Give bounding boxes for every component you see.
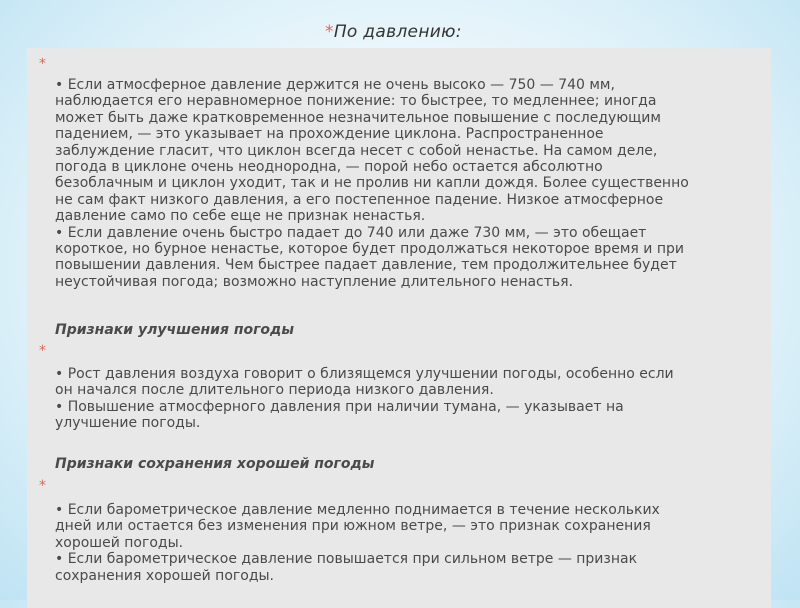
section-improvement-text: • Рост давления воздуха говорит о близящемся улучшении погоды, особенно если он начался после длительного периода низкого давления. • Повышение атмосферного давления при наличии тумана, — указывает на улучшение погоды. bbox=[55, 366, 674, 432]
bullet-asterisk-2: * bbox=[39, 343, 46, 359]
slide-title bbox=[325, 22, 462, 42]
title-asterisk: * bbox=[325, 22, 334, 42]
heading-improvement: Признаки улучшения погоды bbox=[55, 322, 295, 338]
title-text: По давлению: bbox=[333, 22, 462, 42]
section-pressure-text: • Если атмосферное давление держится не очень высоко — 750 — 740 мм, наблюдается его неравномерное понижение: то быстрее, то медленнее; иногда может быть даже кратковременное незначительное повышение с последующим падением, — это указывает на прохождение циклона. Распространенное заблуждение гласит, что циклон всегда несет с собой ненастье. На самом деле, погода в циклоне очень неоднородна, — порой небо остается абсолютно безоблачным и циклон уходит, так и не пролив ни капли дождя. Более существенно не сам факт низкого давления, а его постепенное падение. Низкое атмосферное давление само по себе еще не признак ненастья. • Если давление очень быстро падает до 740 или даже 730 мм, — это обещает короткое, но бурное ненастье, которое будет продолжаться некоторое время и при повышении давления. Чем быстрее падает давление, тем продолжительнее будет неустойчивая погода; возможно наступление длительного ненастья. bbox=[55, 77, 689, 290]
section-good-weather-text: • Если барометрическое давление медленно поднимается в течение нескольких дней или остается без изменения при южном ветре, — это признак сохранения хорошей погоды. • Если барометрическое давление повышается при сильном ветре — признак сохранения хорошей погоды. bbox=[55, 502, 660, 584]
bullet-asterisk-1: * bbox=[39, 56, 46, 72]
heading-good-weather: Признаки сохранения хорошей погоды bbox=[55, 456, 375, 472]
bullet-asterisk-3: * bbox=[39, 478, 46, 494]
